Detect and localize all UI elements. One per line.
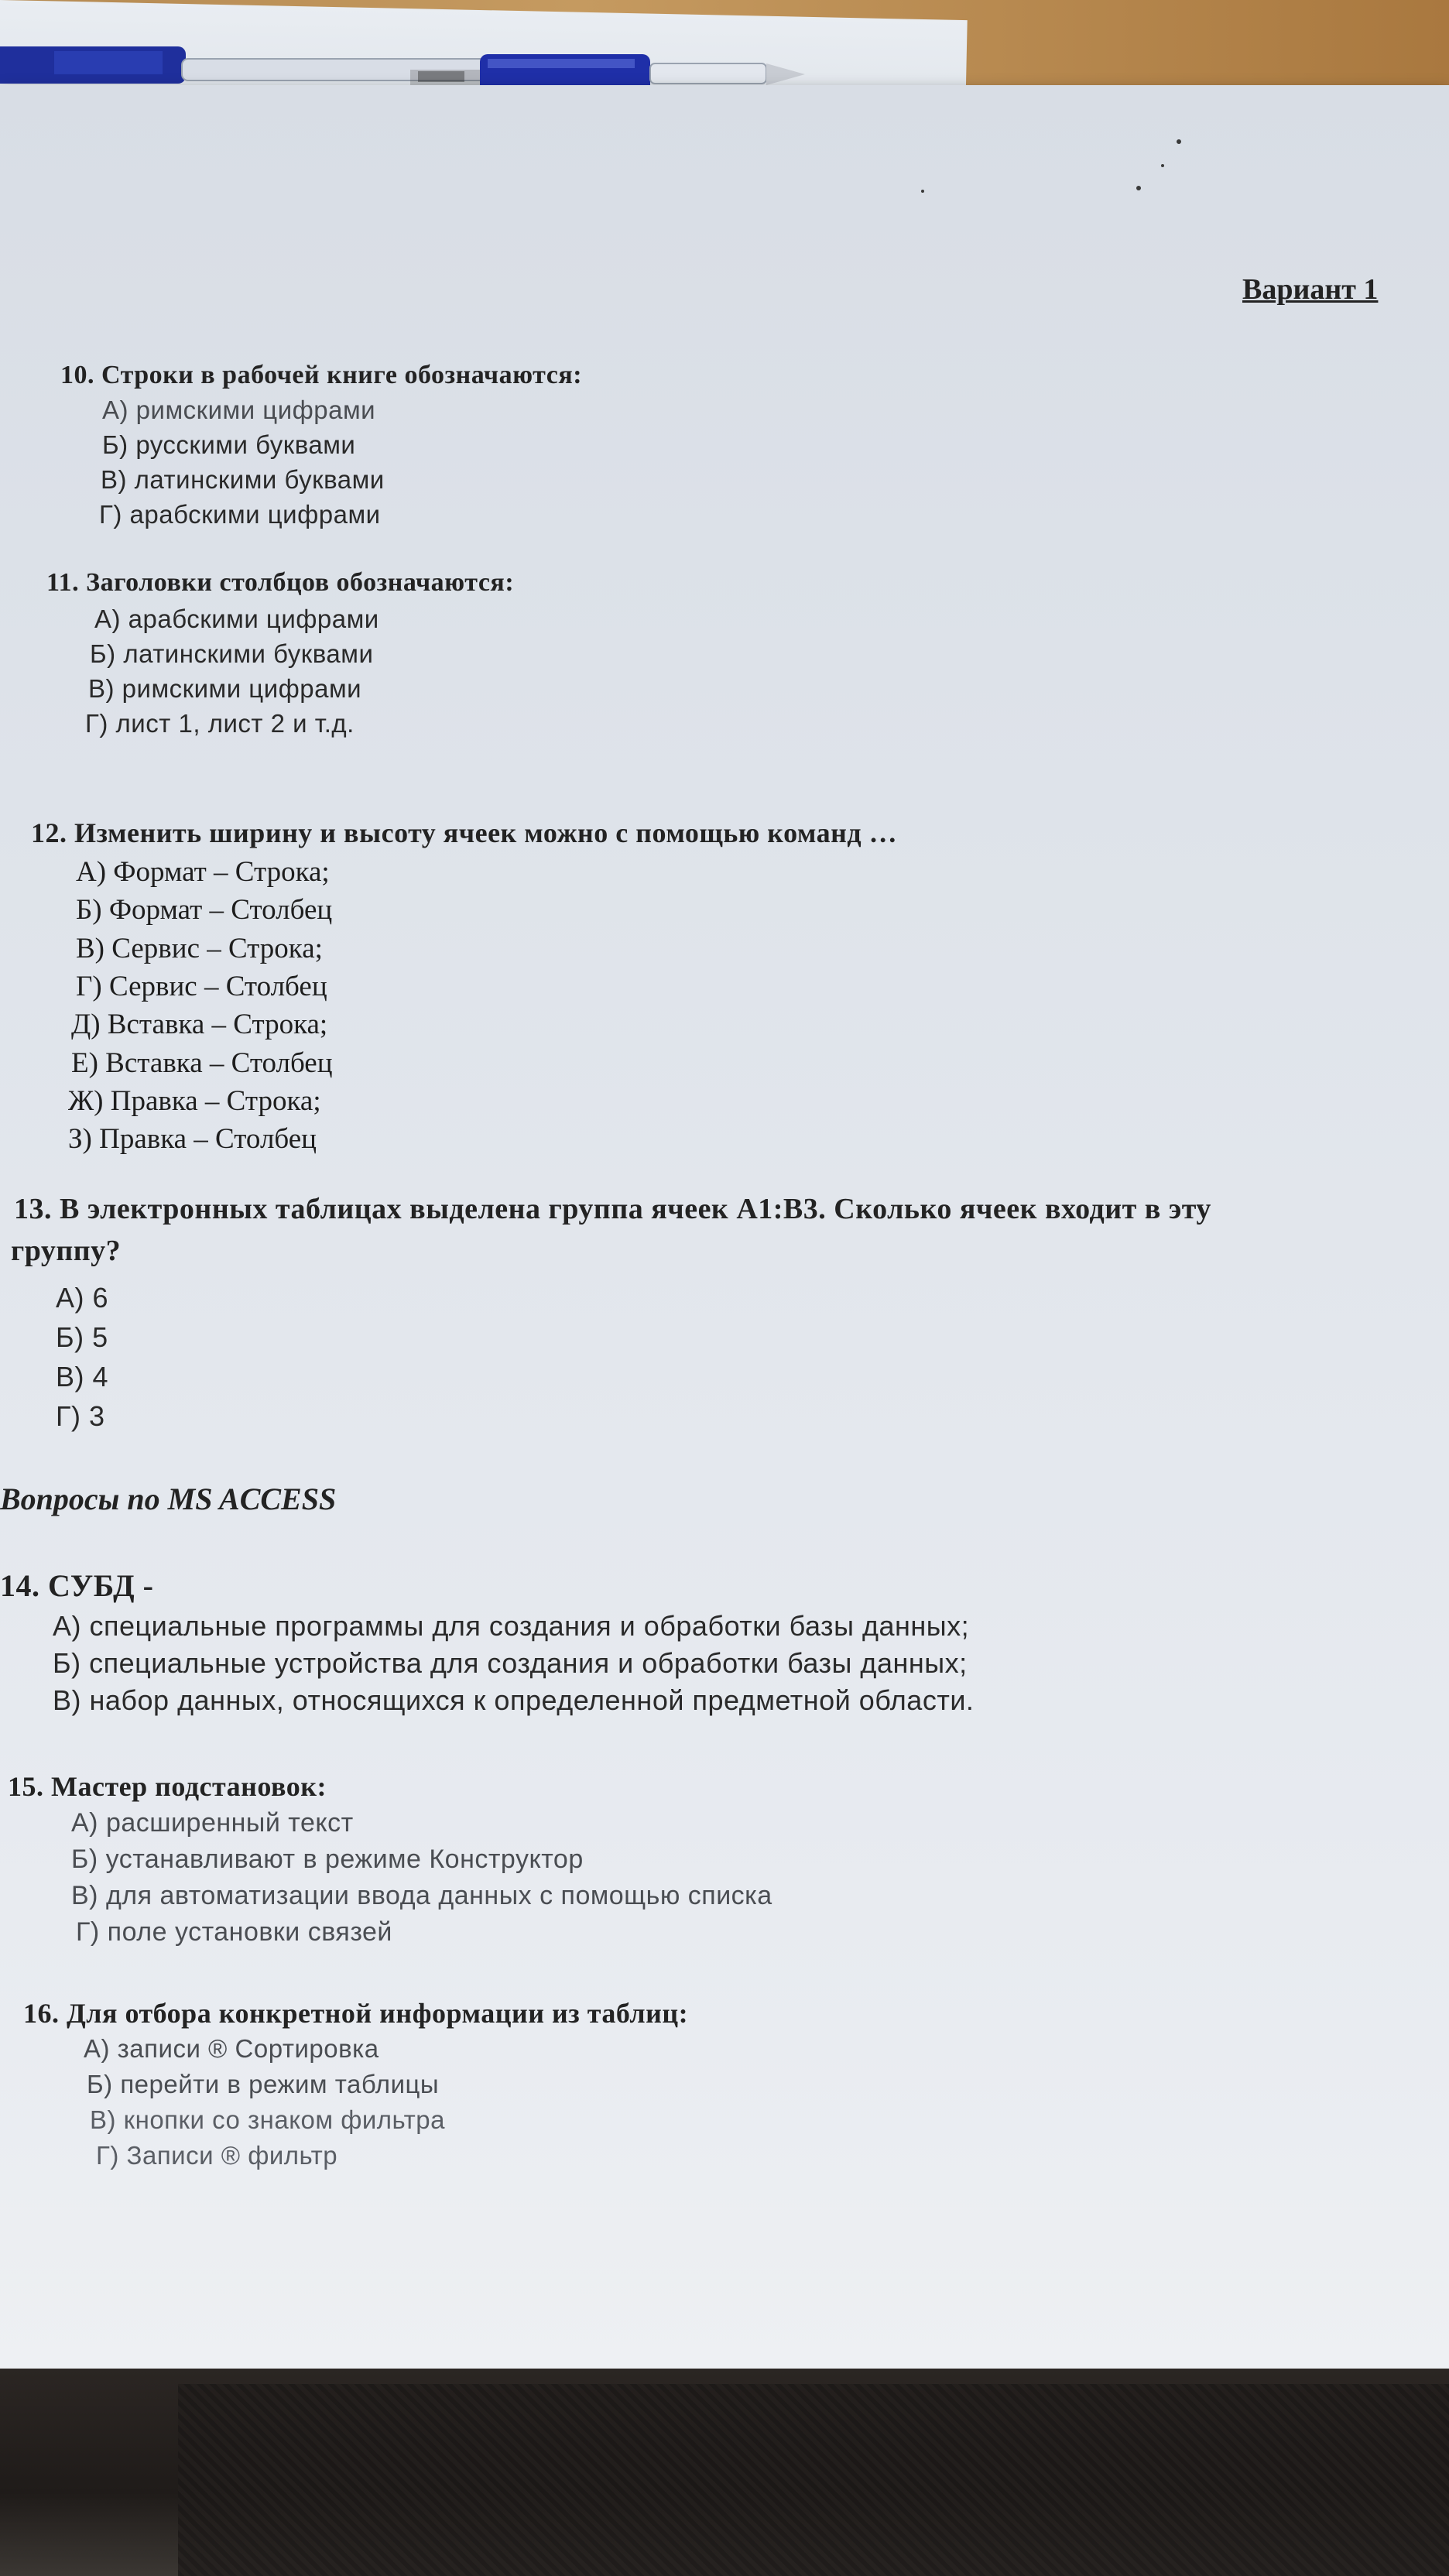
question-11-title: 11. Заголовки столбцов обозначаются:: [46, 568, 515, 597]
question-11-option-b: Б) латинскими буквами: [90, 639, 374, 668]
ink-speck: [1161, 164, 1164, 167]
section-heading: Вопросы по MS ACCESS: [0, 1482, 337, 1516]
question-10-option-b: Б) русскими буквами: [102, 430, 356, 459]
question-16-option-d: Г) Записи ® фильтр: [96, 2141, 338, 2170]
question-13-option-b: Б) 5: [56, 1321, 108, 1353]
question-15-option-b: Б) устанавливают в режиме Конструктор: [71, 1845, 584, 1874]
ink-speck: [1177, 139, 1181, 144]
question-14-title: 14. СУБД -: [0, 1568, 154, 1603]
question-12-option-a: А) Формат – Строка;: [76, 856, 330, 888]
ink-speck: [921, 190, 924, 193]
question-12-option-g: Ж) Правка – Строка;: [68, 1085, 321, 1117]
question-12-option-c: В) Сервис – Строка;: [76, 933, 323, 964]
question-12-option-d: Г) Сервис – Столбец: [76, 971, 327, 1002]
question-15-option-c: В) для автоматизации ввода данных с помощью списка: [71, 1881, 772, 1910]
fabric-background: [178, 2384, 1449, 2576]
question-14-option-a: А) специальные программы для создания и обработки базы данных;: [53, 1610, 970, 1642]
question-10-option-a: А) римскими цифрами: [102, 396, 376, 424]
question-14-option-c: В) набор данных, относящихся к определенной предметной области.: [53, 1684, 975, 1716]
question-13-option-d: Г) 3: [56, 1400, 105, 1432]
question-12-title: 12. Изменить ширину и высоту ячеек можно с помощью команд …: [31, 817, 898, 848]
question-11-option-c: В) римскими цифрами: [88, 674, 362, 703]
question-15-title: 15. Мастер подстановок:: [8, 1771, 327, 1802]
question-16-title: 16. Для отбора конкретной информации из таблиц:: [23, 1998, 689, 2029]
question-11-option-a: А) арабскими цифрами: [94, 605, 379, 633]
question-10-title: 10. Строки в рабочей книге обозначаются:: [60, 361, 583, 389]
variant-label: Вариант 1: [1242, 273, 1379, 306]
ink-speck: [1136, 186, 1141, 190]
question-15-option-d: Г) поле установки связей: [76, 1917, 392, 1947]
question-10-option-d: Г) арабскими цифрами: [99, 500, 381, 529]
question-16-option-a: А) записи ® Сортировка: [84, 2034, 379, 2063]
question-13-option-c: В) 4: [56, 1361, 109, 1392]
question-12-option-h: З) Правка – Столбец: [68, 1123, 317, 1155]
question-12-option-e: Д) Вставка – Строка;: [71, 1009, 328, 1040]
question-12-option-f: Е) Вставка – Столбец: [71, 1047, 333, 1079]
question-16-option-c: В) кнопки со знаком фильтра: [90, 2105, 445, 2134]
question-16-option-b: Б) перейти в режим таблицы: [87, 2070, 440, 2098]
question-13-title-line1: 13. В электронных таблицах выделена группа ячеек А1:В3. Сколько ячеек входит в эту: [14, 1193, 1211, 1225]
question-14-option-b: Б) специальные устройства для создания и обработки базы данных;: [53, 1647, 968, 1679]
question-11-option-d: Г) лист 1, лист 2 и т.д.: [85, 709, 355, 738]
question-13-option-a: А) 6: [56, 1282, 109, 1314]
question-13-title-line2: группу?: [11, 1235, 122, 1267]
question-12-option-b: Б) Формат – Столбец: [76, 894, 333, 926]
question-10-option-c: В) латинскими буквами: [101, 465, 385, 494]
question-15-option-a: А) расширенный текст: [71, 1808, 354, 1838]
